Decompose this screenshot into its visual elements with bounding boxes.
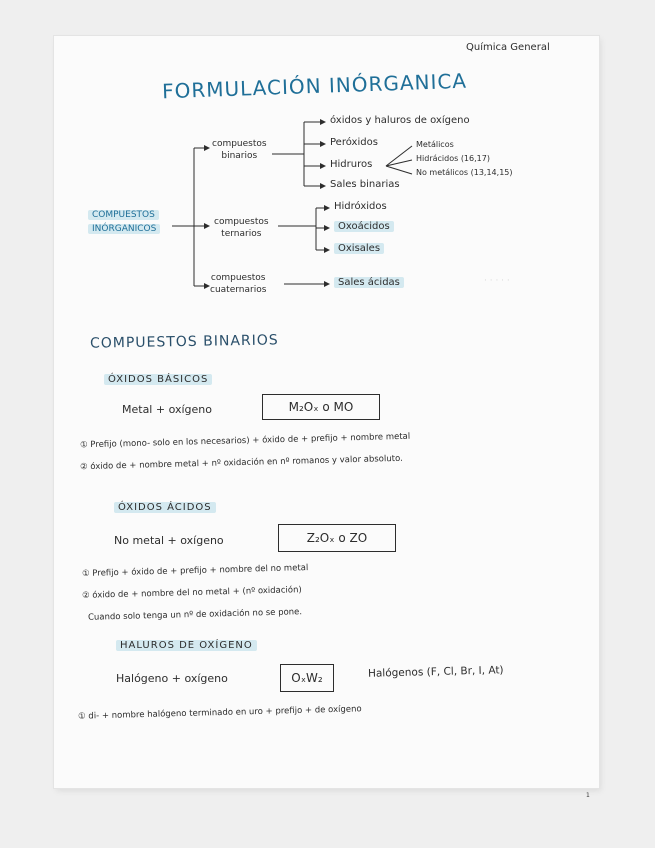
sales-acidas-label: Sales ácidas [334, 277, 404, 288]
item-hidroxidos: Hidróxidos [334, 201, 387, 212]
notebook-page [54, 36, 599, 799]
branch-binarios [212, 138, 267, 162]
oxidos-basicos-heading-text: ÓXIDOS BÁSICOS [104, 374, 212, 385]
oxidos-acidos-heading-text: ÓXIDOS ÁCIDOS [114, 502, 216, 513]
haluros-halogens: Halógenos (F, Cl, Br, I, At) [367, 664, 504, 680]
oxidos-acidos-note-2: ② óxido de + nombre del no metal + (nº oxidación) [81, 585, 302, 601]
branch-ternarios [214, 216, 269, 240]
bleed-through: · · · · · [484, 276, 510, 286]
binarios-label-2: binarios [221, 151, 258, 161]
item-peroxidos: Peróxidos [330, 137, 378, 148]
haluros-note-1: ① di- + nombre halógeno terminado en uro + prefijo + de oxígeno [77, 704, 362, 722]
root-line-2: INÓRGANICOS [88, 224, 160, 234]
subject-header: Química General [466, 42, 550, 53]
haluros-formula: OₓW₂ [280, 664, 334, 692]
oxidos-acidos-heading [114, 502, 216, 513]
oxidos-acidos-note-3: Cuando solo tenga un nº de oxidación no se pone. [87, 607, 303, 623]
item-sales-binarias: Sales binarias [330, 179, 400, 190]
root-line-1: COMPUESTOS [88, 210, 159, 220]
hidruros-metalicos: Metálicos [416, 140, 454, 149]
oxidos-basicos-note-2: ② óxido de + nombre metal + nº oxidación en nº romanos y valor absoluto. [79, 453, 403, 473]
binarios-label-1: compuestos [212, 139, 267, 149]
item-sales-acidas [334, 277, 404, 288]
item-hidruros: Hidruros [330, 159, 373, 170]
oxidos-basicos-formula: M₂Oₓ o MO [262, 394, 380, 420]
oxidos-basicos-heading [104, 374, 212, 385]
ternarios-label-2: ternarios [221, 229, 262, 239]
oxidos-basicos-note-1: ① Prefijo (mono- solo en los necesarios) + óxido de + prefijo + nombre metal [79, 431, 411, 451]
oxidos-acidos-note-1: ① Prefijo + óxido de + prefijo + nombre del no metal [81, 563, 309, 579]
haluros-heading-text: HALUROS DE OXÍGENO [116, 640, 257, 651]
oxisales-label: Oxisales [334, 243, 384, 254]
hidruros-hidracidos: Hidrácidos (16,17) [416, 154, 490, 163]
item-oxisales [334, 243, 384, 254]
item-oxidos-haluros: óxidos y haluros de oxígeno [330, 115, 470, 126]
ternarios-label-1: compuestos [214, 217, 269, 227]
oxoacidos-label: Oxoácidos [334, 221, 394, 232]
oxidos-basicos-rule: Metal + oxígeno [122, 403, 212, 416]
tree-connectors [54, 36, 599, 316]
haluros-heading [116, 640, 257, 651]
branch-cuaternarios [210, 272, 266, 296]
hidruros-no-metalicos: No metálicos (13,14,15) [416, 168, 513, 177]
oxidos-acidos-rule: No metal + oxígeno [114, 534, 224, 547]
haluros-rule: Halógeno + oxígeno [116, 672, 228, 685]
cuaternarios-label-1: compuestos [210, 273, 266, 283]
page-title: FORMULACIÓN INÓRGANICA [161, 68, 468, 104]
tree-root [88, 208, 160, 236]
section-title: COMPUESTOS BINARIOS [89, 332, 279, 352]
oxidos-acidos-formula: Z₂Oₓ o ZO [278, 524, 396, 552]
cuaternarios-label-2: cuaternarios [210, 285, 267, 295]
item-oxoacidos [334, 221, 394, 232]
page-number: 1 [586, 792, 590, 799]
